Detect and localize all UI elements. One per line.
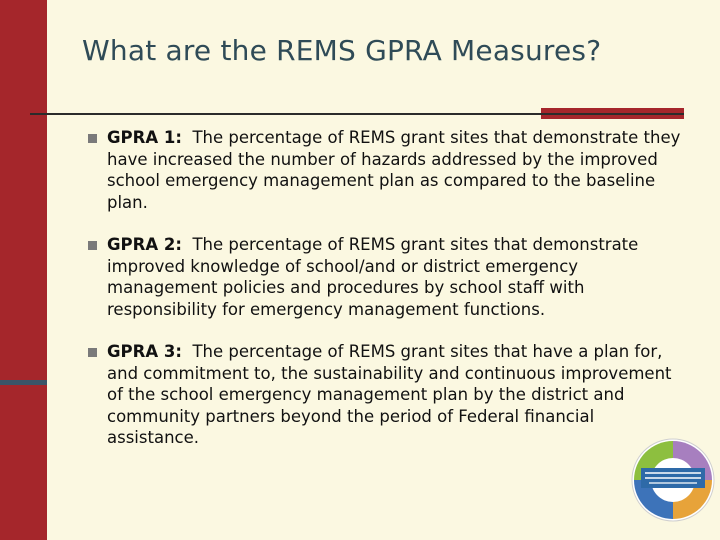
bullet-list	[88, 127, 688, 449]
bullet-gpra-1	[88, 127, 688, 213]
square-bullet-icon	[88, 348, 97, 357]
bullet-label: GPRA 1:	[107, 128, 182, 147]
rems-ta-center-logo-icon	[631, 436, 715, 524]
slide-title: What are the REMS GPRA Measures?	[82, 34, 602, 67]
bullet-gpra-2	[88, 234, 688, 320]
bullet-text: The percentage of REMS grant sites that demonstrate improved knowledge of school/and or district emergency management policies and procedures by school staff with responsibility for emergency management functions.	[107, 235, 639, 319]
bullet-label: GPRA 2:	[107, 235, 182, 254]
square-bullet-icon	[88, 241, 97, 250]
title-divider-accent-line	[541, 113, 684, 115]
bullet-label: GPRA 3:	[107, 342, 182, 361]
bullet-text: The percentage of REMS grant sites that have a plan for, and commitment to, the sustainability and continuous improvement of the school emergency management plan by the district and community partners beyond the period of Federal financial assistance.	[107, 342, 672, 447]
square-bullet-icon	[88, 134, 97, 143]
left-accent-stripe	[0, 380, 47, 385]
bullet-gpra-3	[88, 341, 688, 449]
bullet-text: The percentage of REMS grant sites that demonstrate they have increased the number of hazards addressed by the improved school emergency management plan as compared to the baseline plan.	[107, 128, 681, 212]
left-accent-bar	[0, 0, 47, 540]
